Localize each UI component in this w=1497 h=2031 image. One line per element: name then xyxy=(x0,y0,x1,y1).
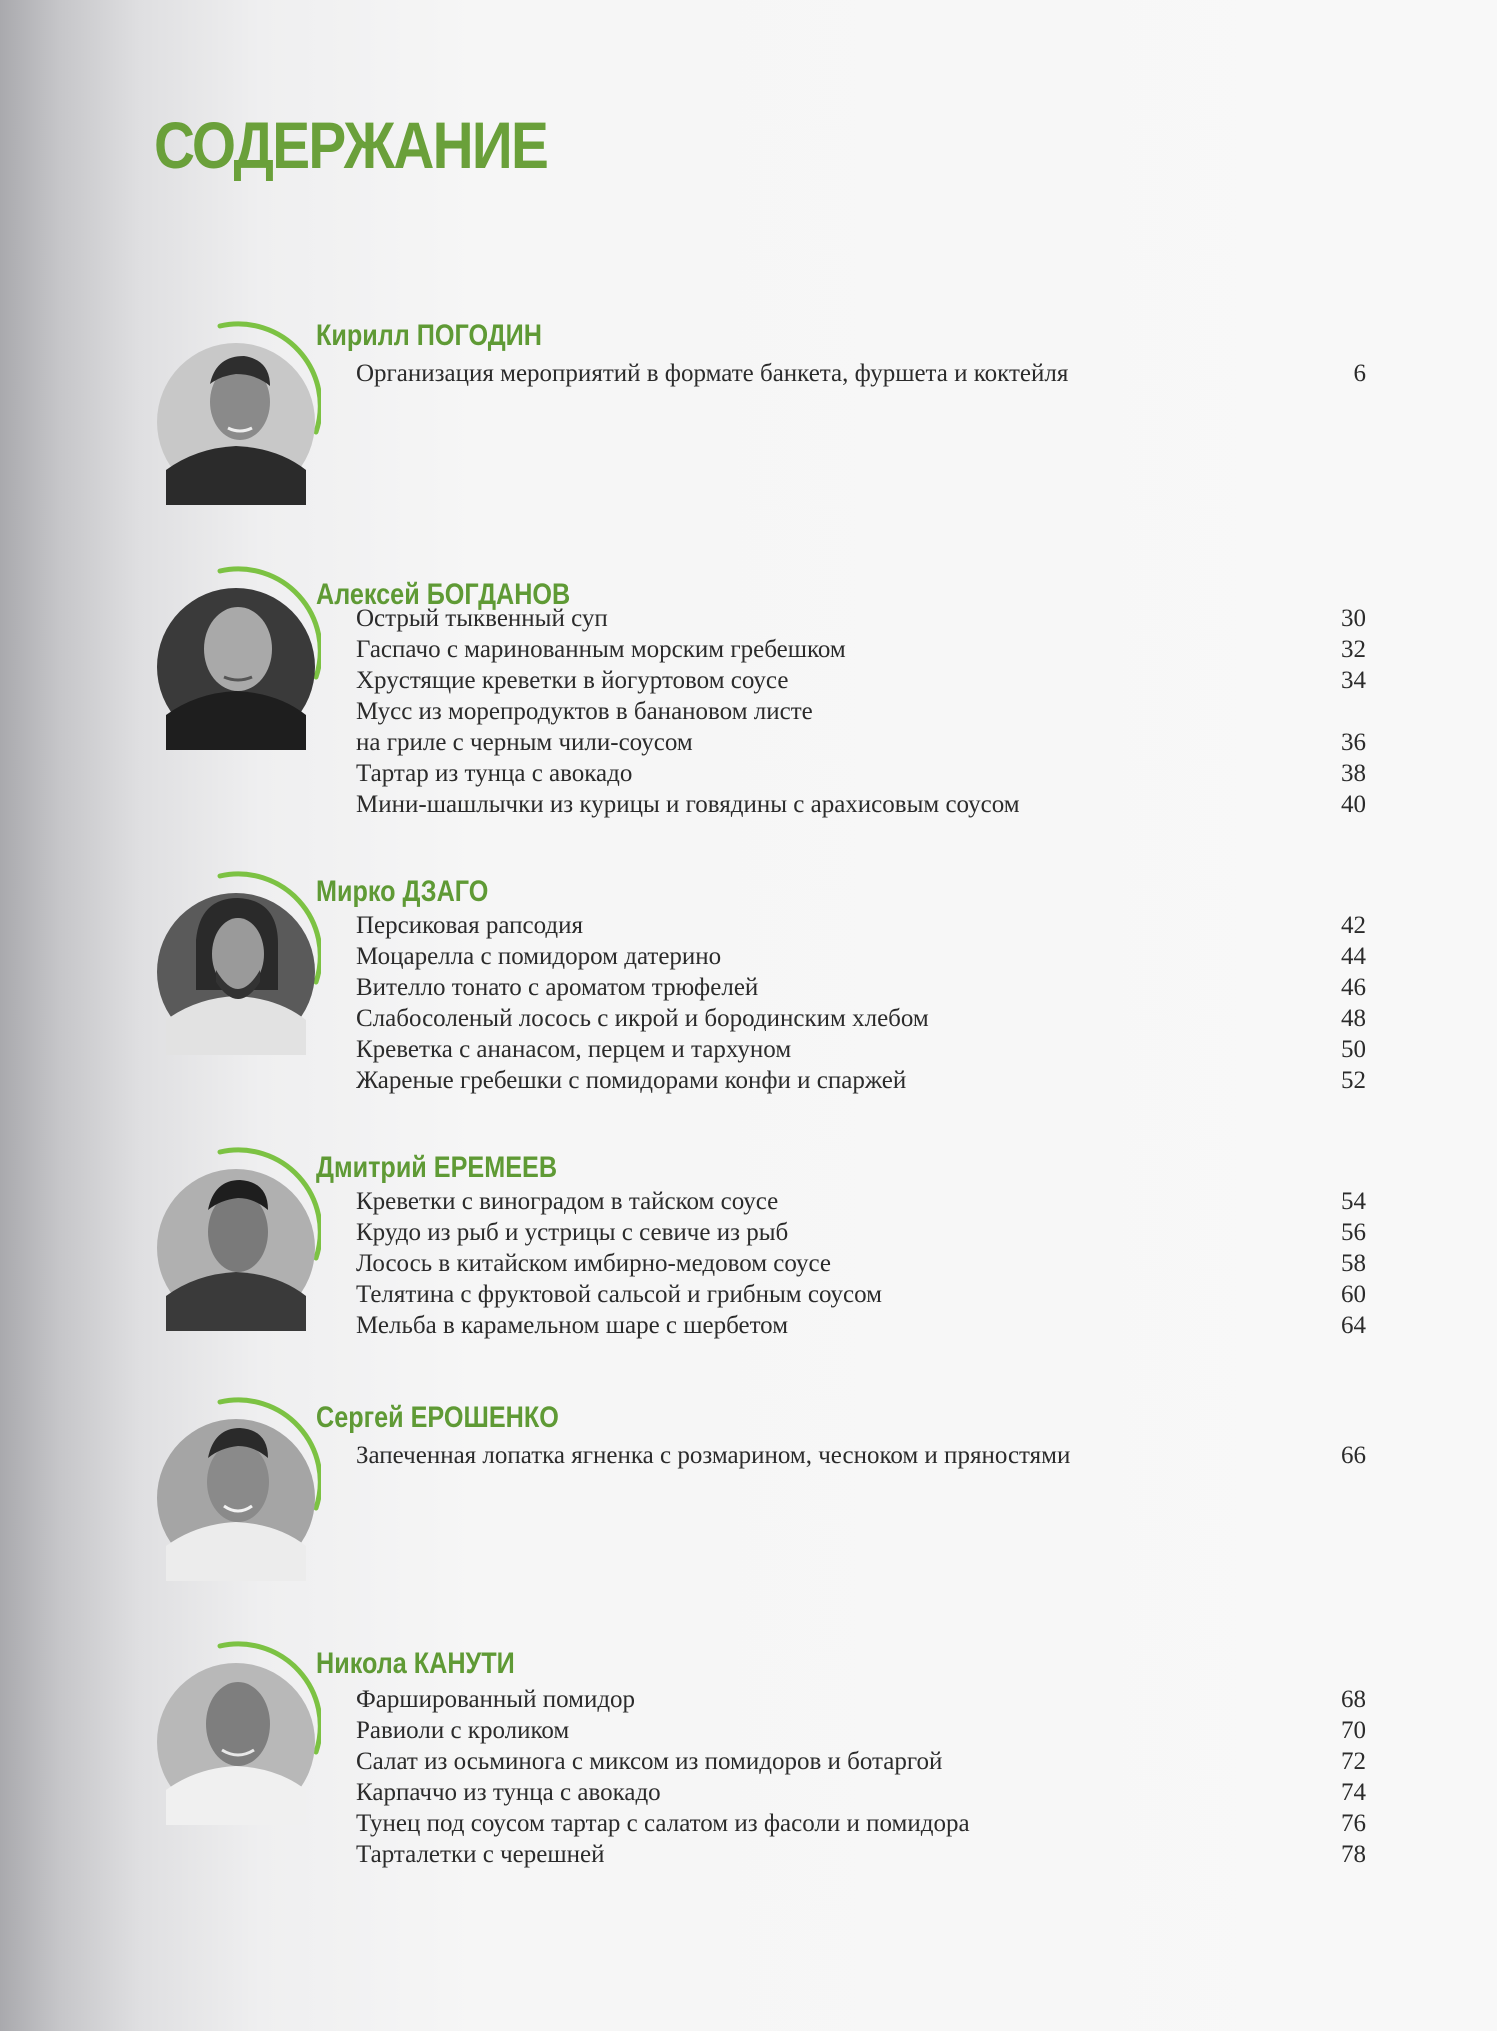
recipe-row[interactable] xyxy=(356,1065,1366,1096)
recipe-row[interactable] xyxy=(356,727,1366,758)
recipe-row[interactable] xyxy=(356,1715,1366,1746)
recipe-title: Салат из осьминога с миксом из помидоров и ботаргой xyxy=(356,1748,943,1775)
recipe-title: Крудо из рыб и устрицы с севиче из рыб xyxy=(356,1219,789,1246)
chef-portrait xyxy=(156,1396,321,1581)
recipe-page-number: 32 xyxy=(1341,636,1366,663)
recipe-row[interactable] xyxy=(356,1746,1366,1777)
recipe-list xyxy=(356,358,1366,389)
recipe-page-number: 52 xyxy=(1341,1067,1366,1094)
chef-portrait xyxy=(156,565,321,750)
recipe-title: Вителло тонато с ароматом трюфелей xyxy=(356,974,759,1001)
recipe-title: Лосось в китайском имбирно-медовом соусе xyxy=(356,1250,831,1277)
recipe-row[interactable] xyxy=(356,1034,1366,1065)
recipe-title: Мусс из морепродуктов в банановом листе xyxy=(356,698,813,725)
chef-name: Кирилл ПОГОДИН xyxy=(316,319,542,352)
recipe-row[interactable] xyxy=(356,1684,1366,1715)
recipe-page-number: 74 xyxy=(1341,1779,1366,1806)
recipe-list xyxy=(356,910,1366,1096)
recipe-page-number: 38 xyxy=(1341,760,1366,787)
recipe-page-number: 72 xyxy=(1341,1748,1366,1775)
recipe-title: Тунец под соусом тартар с салатом из фасоли и помидора xyxy=(356,1810,970,1837)
chef-name: Дмитрий ЕРЕМЕЕВ xyxy=(316,1151,558,1184)
recipe-page-number: 36 xyxy=(1341,729,1366,756)
chef-portrait xyxy=(156,870,321,1055)
chef-portrait-image xyxy=(156,320,321,505)
chef-portrait-image xyxy=(156,870,321,1055)
recipe-row[interactable] xyxy=(356,1808,1366,1839)
recipe-title: Моцарелла с помидором датерино xyxy=(356,943,722,970)
chef-name: Мирко ДЗАГО xyxy=(316,875,489,908)
chef-name: Сергей ЕРОШЕНКО xyxy=(316,1401,559,1434)
recipe-page-number: 54 xyxy=(1341,1188,1366,1215)
recipe-title: Жареные гребешки с помидорами конфи и спаржей xyxy=(356,1067,907,1094)
recipe-page-number: 40 xyxy=(1341,791,1366,818)
recipe-title: Запеченная лопатка ягненка с розмарином, чесноком и пряностями xyxy=(356,1442,1071,1469)
recipe-list xyxy=(356,1440,1366,1471)
chef-portrait-image xyxy=(156,1146,321,1331)
chef-portrait xyxy=(156,320,321,505)
recipe-page-number: 68 xyxy=(1341,1686,1366,1713)
recipe-row[interactable] xyxy=(356,1279,1366,1310)
recipe-row[interactable] xyxy=(356,1310,1366,1341)
recipe-row[interactable] xyxy=(356,941,1366,972)
recipe-title: Карпаччо из тунца с авокадо xyxy=(356,1779,661,1806)
recipe-page-number: 70 xyxy=(1341,1717,1366,1744)
recipe-page-number: 56 xyxy=(1341,1219,1366,1246)
recipe-row[interactable] xyxy=(356,696,1366,727)
chef-portrait xyxy=(156,1640,321,1825)
recipe-title: Равиоли с кроликом xyxy=(356,1717,570,1744)
recipe-title: Креветки с виноградом в тайском соусе xyxy=(356,1188,779,1215)
recipe-page-number: 64 xyxy=(1341,1312,1366,1339)
recipe-row[interactable] xyxy=(356,358,1366,389)
recipe-title: Гаспачо с маринованным морским гребешком xyxy=(356,636,846,663)
chef-portrait-image xyxy=(156,1396,321,1581)
recipe-row[interactable] xyxy=(356,1217,1366,1248)
recipe-page-number: 42 xyxy=(1341,912,1366,939)
recipe-title: Тарталетки с черешней xyxy=(356,1841,605,1868)
recipe-title: на гриле с черным чили-соусом xyxy=(356,729,693,756)
recipe-page-number: 50 xyxy=(1341,1036,1366,1063)
recipe-row[interactable] xyxy=(356,1777,1366,1808)
recipe-row[interactable] xyxy=(356,1839,1366,1870)
recipe-list xyxy=(356,1186,1366,1341)
recipe-page-number: 78 xyxy=(1341,1841,1366,1868)
recipe-row[interactable] xyxy=(356,1440,1366,1471)
recipe-page-number: 30 xyxy=(1341,605,1366,632)
chef-name: Алексей БОГДАНОВ xyxy=(316,578,571,611)
page-title: СОДЕРЖАНИЕ xyxy=(154,108,548,182)
recipe-title: Организация мероприятий в формате банкета, фуршета и коктейля xyxy=(356,360,1069,387)
recipe-title: Телятина с фруктовой сальсой и грибным соусом xyxy=(356,1281,882,1308)
recipe-row[interactable] xyxy=(356,634,1366,665)
recipe-page-number: 58 xyxy=(1341,1250,1366,1277)
recipe-page-number: 34 xyxy=(1341,667,1366,694)
recipe-page-number: 48 xyxy=(1341,1005,1366,1032)
chef-portrait-image xyxy=(156,565,321,750)
recipe-title: Креветка с ананасом, перцем и тархуном xyxy=(356,1036,792,1063)
chef-portrait xyxy=(156,1146,321,1331)
recipe-row[interactable] xyxy=(356,910,1366,941)
recipe-title: Мини-шашлычки из курицы и говядины с арахисовым соусом xyxy=(356,791,1020,818)
recipe-row[interactable] xyxy=(356,758,1366,789)
recipe-title: Слабосоленый лосось с икрой и бородинским хлебом xyxy=(356,1005,929,1032)
recipe-title: Фаршированный помидор xyxy=(356,1686,636,1713)
recipe-row[interactable] xyxy=(356,1186,1366,1217)
recipe-list xyxy=(356,1684,1366,1870)
recipe-title: Мельба в карамельном шаре с шербетом xyxy=(356,1312,789,1339)
recipe-list xyxy=(356,603,1366,820)
recipe-page-number: 6 xyxy=(1353,360,1366,387)
recipe-title: Тартар из тунца с авокадо xyxy=(356,760,633,787)
chef-portrait-image xyxy=(156,1640,321,1825)
recipe-page-number: 60 xyxy=(1341,1281,1366,1308)
recipe-row[interactable] xyxy=(356,1003,1366,1034)
recipe-row[interactable] xyxy=(356,972,1366,1003)
recipe-page-number: 76 xyxy=(1341,1810,1366,1837)
recipe-row[interactable] xyxy=(356,603,1366,634)
recipe-page-number: 66 xyxy=(1341,1442,1366,1469)
recipe-row[interactable] xyxy=(356,665,1366,696)
recipe-page-number: 46 xyxy=(1341,974,1366,1001)
recipe-page-number: 44 xyxy=(1341,943,1366,970)
recipe-title: Хрустящие креветки в йогуртовом соусе xyxy=(356,667,789,694)
recipe-title: Острый тыквенный суп xyxy=(356,605,608,632)
recipe-row[interactable] xyxy=(356,1248,1366,1279)
recipe-row[interactable] xyxy=(356,789,1366,820)
recipe-title: Персиковая рапсодия xyxy=(356,912,583,939)
chef-name: Никола КАНУТИ xyxy=(316,1647,515,1680)
